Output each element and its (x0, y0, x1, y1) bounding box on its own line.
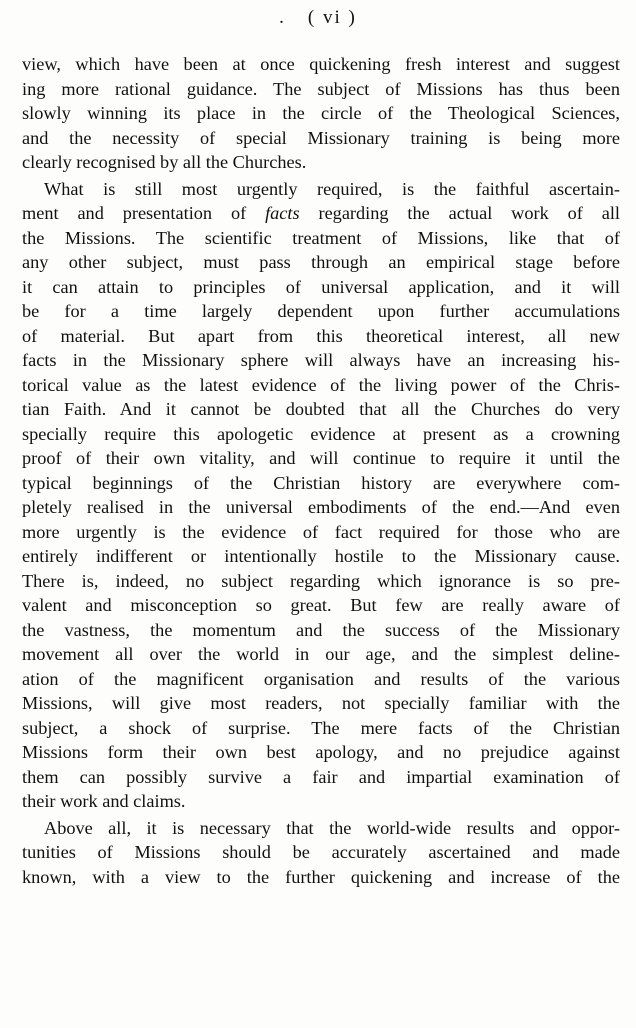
page-header (0, 6, 636, 30)
text-line: What is still most urgently required, is the faithful ascertain- (44, 178, 620, 199)
text-line: subject, a shock of surprise. The mere facts of the Christian (22, 717, 620, 738)
text-line: view, which have been at once quickening fresh interest and suggest (22, 54, 620, 74)
text-line: entirely indifferent or intentionally hostile to the Missionary cause. (22, 546, 620, 566)
text-line: their work and claims. (22, 791, 186, 811)
text-line: torical value as the latest evidence of the living power of the Chris- (22, 374, 620, 395)
text-line: facts in the Missionary sphere will always have an increasing his- (22, 350, 620, 370)
text-line: tian Faith. And it cannot be doubted that all the Churches do very (22, 399, 620, 419)
text-line: Above all, it is necessary that the world-wide results and oppor- (44, 817, 620, 838)
text-line: pletely realised in the universal embodiments of the end.—And even (22, 497, 620, 517)
header-dot: . (279, 7, 286, 28)
text-line: valent and misconception so great. But few are really aware of (22, 595, 620, 615)
text-line: typical beginnings of the Christian history are everywhere com- (22, 472, 620, 493)
text-line: There is, indeed, no subject regarding which ignorance is so pre- (22, 570, 620, 591)
text-line: Missions form their own best apology, and no prejudice against (22, 742, 620, 762)
text-line: proof of their own vitality, and will continue to require it until the (22, 448, 620, 468)
text-line: tunities of Missions should be accurately ascertained and made (22, 842, 620, 862)
text-line: specially require this apologetic evidence at present as a crowning (22, 423, 620, 444)
text-line: clearly recognised by all the Churches. (22, 152, 307, 172)
text-line: Missions, will give most readers, not specially familiar with the (22, 693, 620, 713)
text-line: slowly winning its place in the circle of the Theological Sciences, (22, 103, 620, 123)
text-line: and the necessity of special Missionary training is being more (22, 127, 620, 148)
page-number: ( vi ) (307, 7, 357, 28)
text-line: more urgently is the evidence of fact required for those who are (22, 521, 620, 542)
text-line: them can possibly survive a fair and impartial examination of (22, 766, 620, 787)
text-line: it can attain to principles of universal application, and it will (22, 276, 620, 297)
text-line: ment and presentation of facts regarding the actual work of all (22, 203, 620, 223)
text-line: ation of the magnificent organisation and results of the various (22, 668, 620, 689)
text-line: known, with a view to the further quickening and increase of the (22, 866, 620, 887)
text-line: the vastness, the momentum and the success of the Missionary (22, 619, 620, 640)
italic-word: facts (265, 203, 300, 223)
text-line: movement all over the world in our age, and the simplest deline- (22, 644, 620, 664)
text-line: any other subject, must pass through an empirical stage before (22, 252, 620, 272)
text-line: ing more rational guidance. The subject of Missions has thus been (22, 78, 620, 99)
text-line: of material. But apart from this theoretical interest, all new (22, 325, 620, 346)
body-text (22, 52, 620, 889)
text-line: the Missions. The scientific treatment of Missions, like that of (22, 227, 620, 248)
text-line: be for a time largely dependent upon further accumulations (22, 301, 620, 321)
